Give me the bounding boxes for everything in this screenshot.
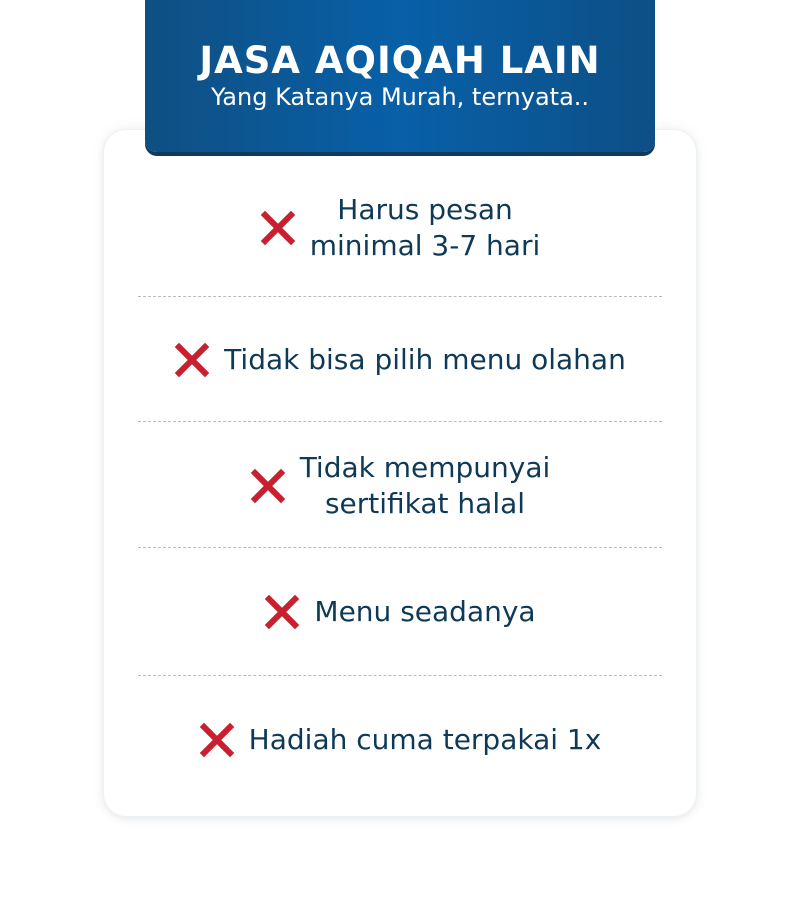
header-banner [145,0,655,152]
x-mark-icon [260,210,296,246]
header-title: JASA AQIQAH LAIN [199,39,601,82]
list-item [104,448,696,524]
list-item-line: minimal 3-7 hari [309,229,541,262]
list-item-text [310,192,541,264]
list-item [104,720,696,760]
list-item-text [300,450,551,522]
list-item-text: Tidak bisa pilih menu olahan [224,343,626,376]
list-item-text: Menu seadanya [314,595,536,628]
list-item-text: Hadiah cuma terpakai 1x [248,723,602,756]
list-item [104,340,696,380]
divider [138,675,662,676]
x-mark-icon [250,468,286,504]
list-item [104,190,696,266]
list-item-line: Tidak mempunyai [299,451,551,484]
header-subtitle: Yang Katanya Murah, ternyata.. [210,83,590,111]
x-mark-icon [199,722,235,758]
list-item-line: sertifikat halal [324,487,526,520]
divider [138,296,662,297]
divider [138,547,662,548]
x-mark-icon [174,342,210,378]
divider [138,421,662,422]
list-item-line: Harus pesan [337,193,513,226]
list-item [104,592,696,632]
x-mark-icon [264,594,300,630]
